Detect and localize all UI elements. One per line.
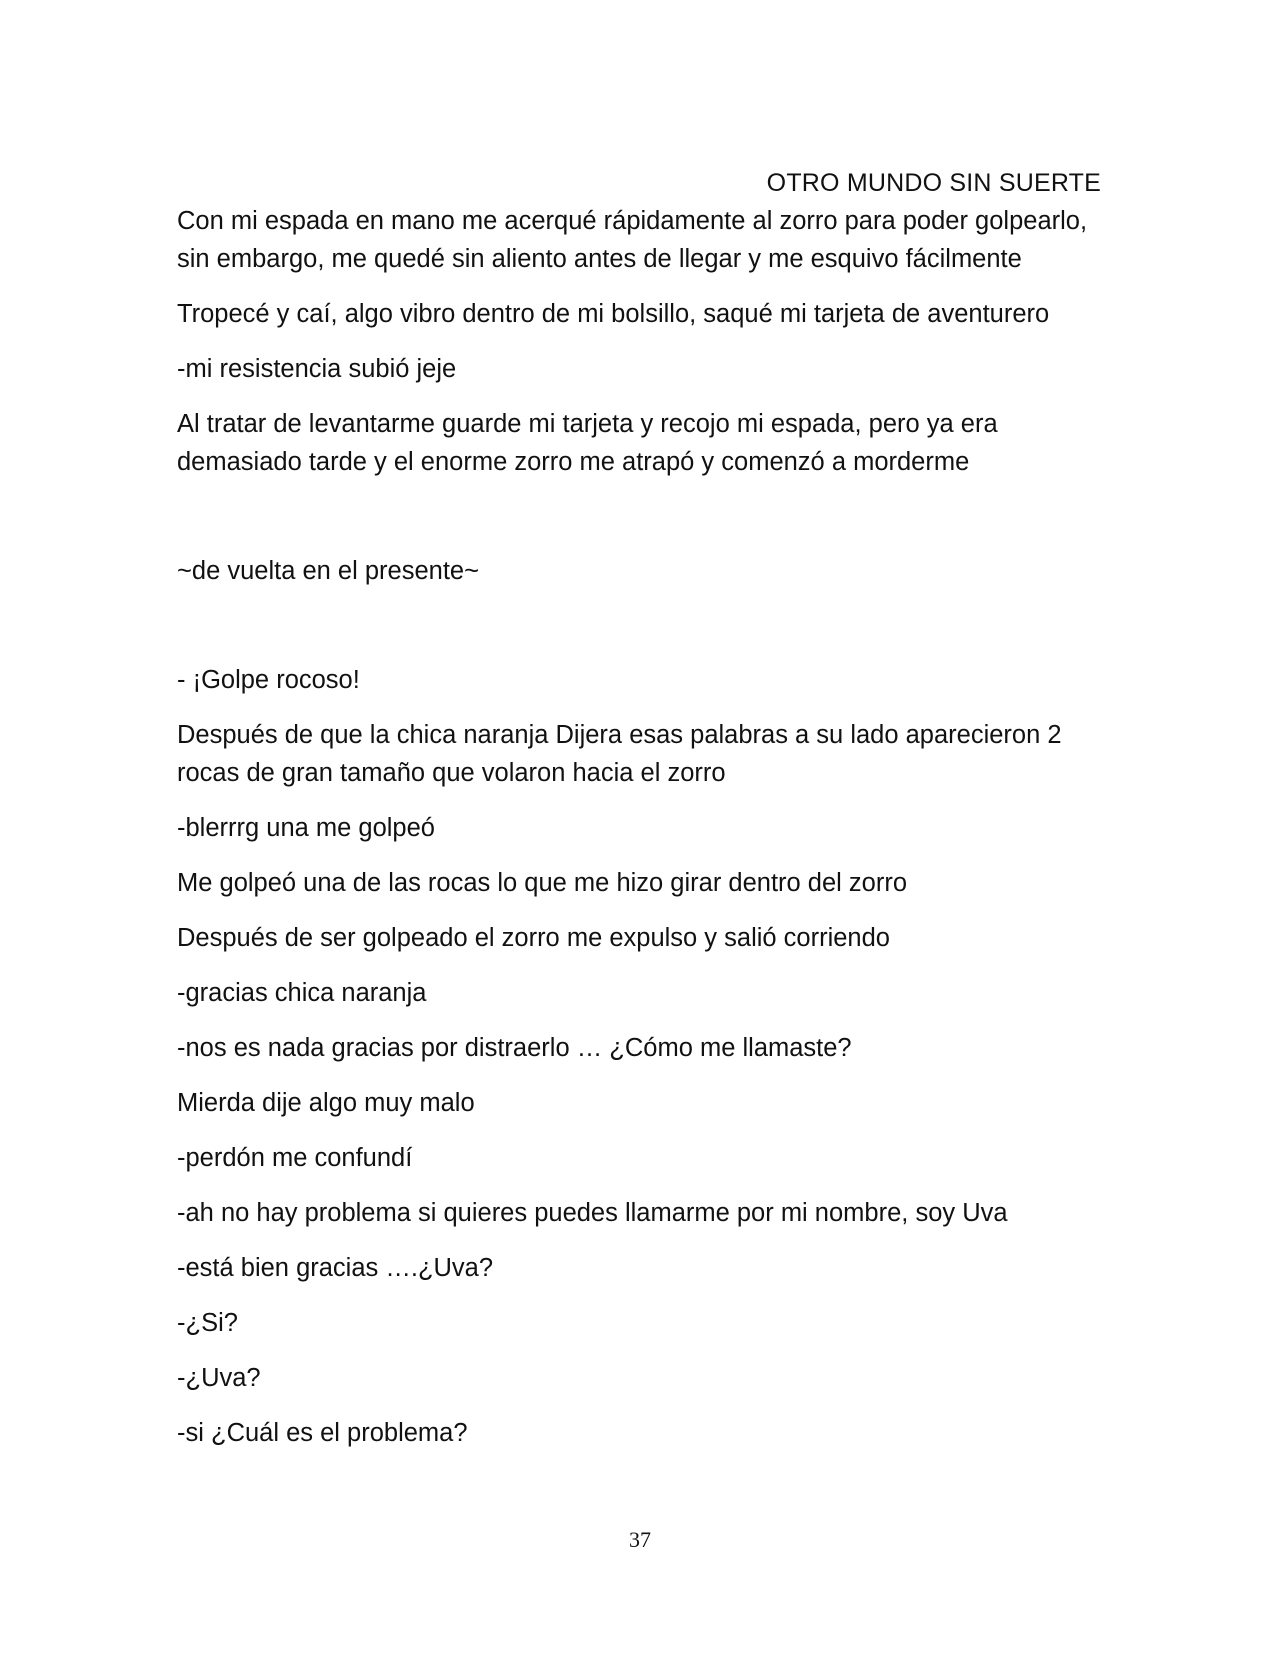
scene-break: ~de vuelta en el presente~ — [177, 557, 479, 585]
running-header-title: OTRO MUNDO SIN SUERTE — [766, 169, 1101, 197]
paragraph: Al tratar de levantarme guarde mi tarjeta y recojo mi espada, pero ya era demasiado tarde y el enorme zorro me atrapó y comenzó a morderme — [177, 410, 998, 476]
paragraph: Tropecé y caí, algo vibro dentro de mi bolsillo, saqué mi tarjeta de aventurero — [177, 300, 1050, 328]
dialogue-line: -¿Si? — [177, 1309, 238, 1337]
dialogue-line: -si ¿Cuál es el problema? — [177, 1419, 468, 1447]
paragraph: Después de ser golpeado el zorro me expulso y salió corriendo — [177, 924, 890, 952]
dialogue-line: -¿Uva? — [177, 1364, 261, 1392]
paragraph: Con mi espada en mano me acerqué rápidamente al zorro para poder golpearlo, sin embargo, me quedé sin aliento antes de llegar y me esquivo fácilmente — [177, 207, 1088, 273]
dialogue-line: -gracias chica naranja — [177, 979, 427, 1007]
dialogue-line: -nos es nada gracias por distraerlo … ¿Cómo me llamaste? — [177, 1034, 852, 1062]
dialogue-line: -ah no hay problema si quieres puedes llamarme por mi nombre, soy Uva — [177, 1199, 1008, 1227]
dialogue-line: -perdón me confundí — [177, 1144, 413, 1172]
page-number: 37 — [629, 1527, 651, 1552]
dialogue-line: -está bien gracias ….¿Uva? — [177, 1254, 494, 1282]
dialogue-line: -mi resistencia subió jeje — [177, 355, 457, 383]
paragraph: Me golpeó una de las rocas lo que me hizo girar dentro del zorro — [177, 869, 907, 897]
paragraph: Mierda dije algo muy malo — [177, 1089, 475, 1117]
dialogue-line: -blerrrg una me golpeó — [177, 814, 435, 842]
dialogue-line: - ¡Golpe rocoso! — [177, 666, 360, 694]
paragraph: Después de que la chica naranja Dijera esas palabras a su lado aparecieron 2 rocas de gran tamaño que volaron hacia el zorro — [177, 721, 1062, 787]
body-text — [177, 202, 1107, 1469]
